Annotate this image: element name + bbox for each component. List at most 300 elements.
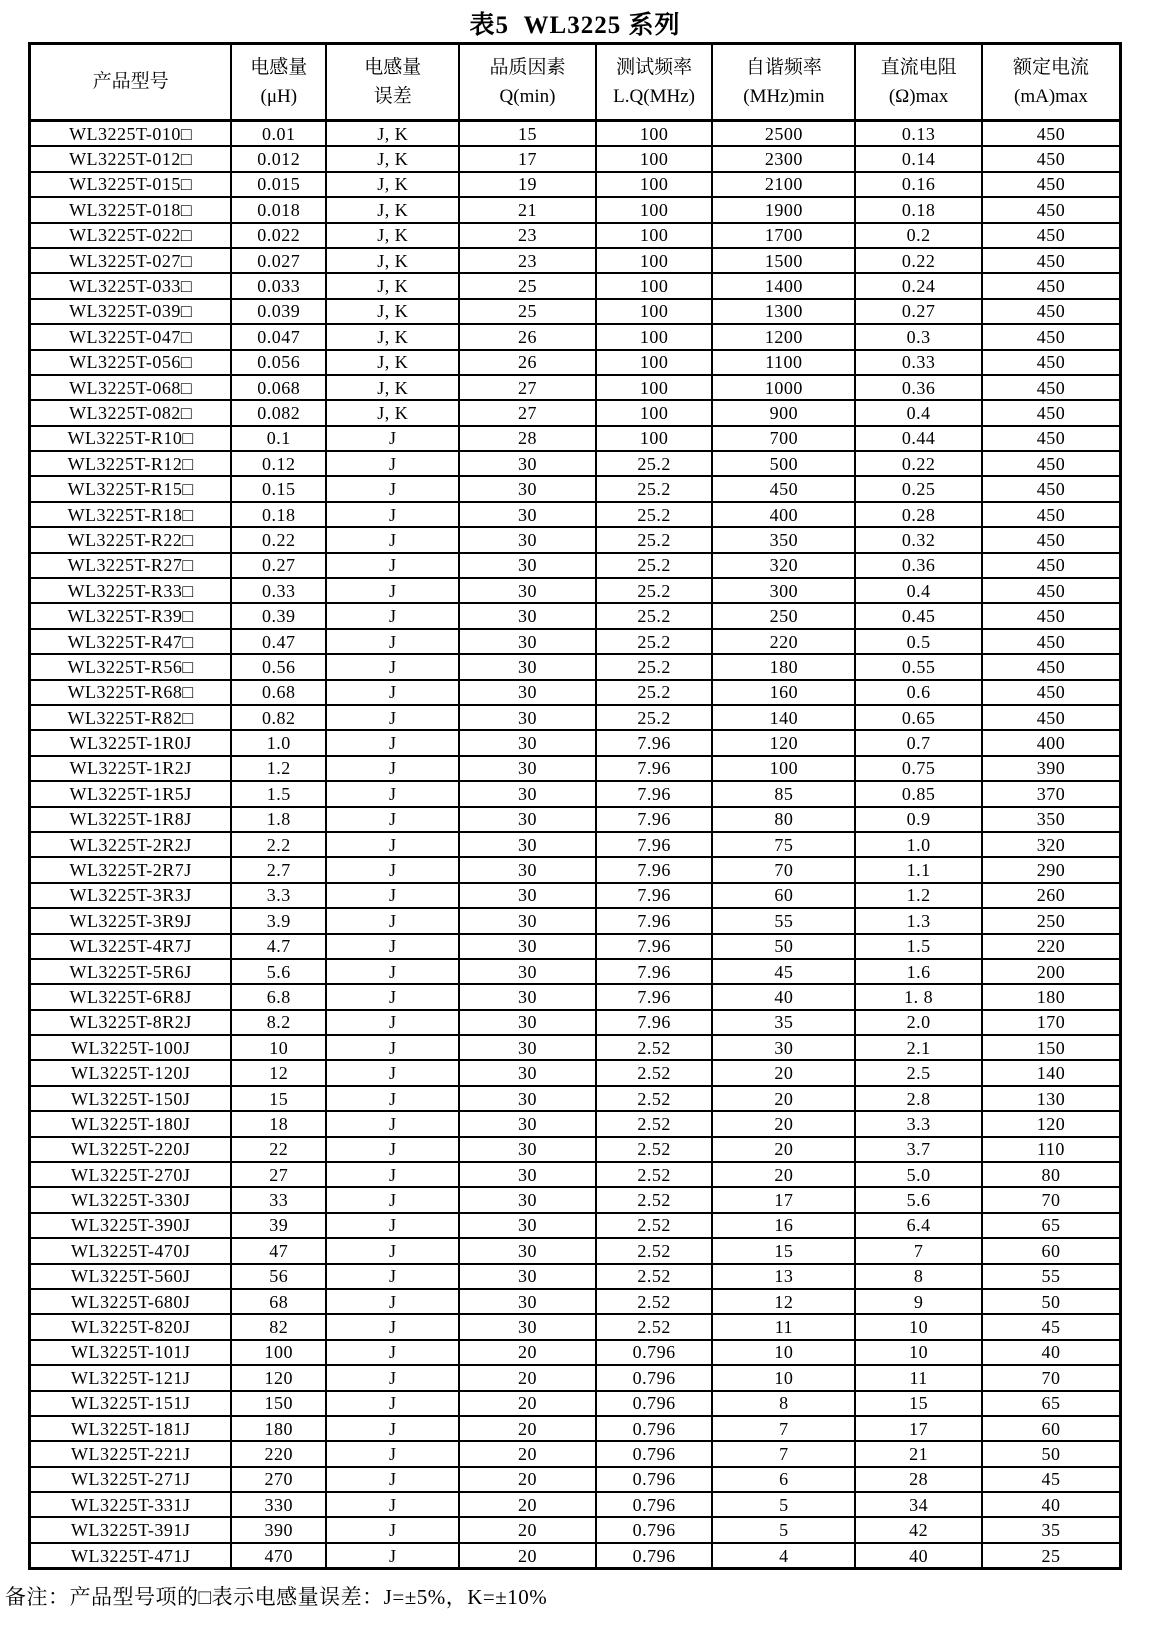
cell-test_freq: 25.2	[596, 629, 713, 654]
cell-tolerance: J	[326, 502, 459, 527]
cell-model: WL3225T-R82□	[30, 705, 232, 730]
table-body	[30, 121, 1121, 1569]
cell-tolerance: J	[326, 832, 459, 857]
cell-q_min: 30	[459, 1111, 595, 1136]
table-row	[30, 350, 1121, 375]
cell-test_freq: 0.796	[596, 1467, 713, 1492]
cell-q_min: 30	[459, 1162, 595, 1187]
cell-inductance: 0.022	[231, 223, 326, 248]
page-title: 表5 WL3225 系列	[469, 12, 681, 39]
cell-test_freq: 100	[596, 248, 713, 273]
cell-tolerance: J	[326, 1137, 459, 1162]
cell-tolerance: J	[326, 857, 459, 882]
cell-rated_current: 390	[982, 756, 1121, 781]
cell-q_min: 30	[459, 984, 595, 1009]
col-header-srf-line1: 自谐频率	[745, 56, 822, 78]
cell-q_min: 30	[459, 832, 595, 857]
cell-dcr: 42	[855, 1517, 982, 1542]
cell-q_min: 30	[459, 705, 595, 730]
cell-inductance: 2.7	[231, 857, 326, 882]
cell-test_freq: 100	[596, 197, 713, 222]
cell-rated_current: 35	[982, 1517, 1121, 1542]
cell-q_min: 30	[459, 1035, 595, 1060]
cell-dcr: 10	[855, 1340, 982, 1365]
table-row	[30, 1314, 1121, 1339]
cell-q_min: 30	[459, 908, 595, 933]
spec-table	[28, 42, 1122, 1570]
cell-dcr: 2.5	[855, 1060, 982, 1085]
cell-test_freq: 7.96	[596, 857, 713, 882]
cell-model: WL3225T-R18□	[30, 502, 232, 527]
cell-model: WL3225T-820J	[30, 1314, 232, 1339]
cell-test_freq: 7.96	[596, 730, 713, 755]
cell-tolerance: J	[326, 1238, 459, 1263]
table-row	[30, 1010, 1121, 1035]
cell-rated_current: 450	[982, 121, 1121, 147]
table-row	[30, 1035, 1121, 1060]
cell-inductance: 0.56	[231, 654, 326, 679]
cell-dcr: 0.14	[855, 146, 982, 171]
cell-dcr: 0.2	[855, 223, 982, 248]
cell-test_freq: 2.52	[596, 1060, 713, 1085]
table-row	[30, 451, 1121, 476]
cell-srf: 17	[712, 1187, 855, 1212]
cell-model: WL3225T-470J	[30, 1238, 232, 1263]
cell-inductance: 100	[231, 1340, 326, 1365]
cell-q_min: 30	[459, 603, 595, 628]
cell-model: WL3225T-151J	[30, 1391, 232, 1416]
cell-dcr: 0.27	[855, 299, 982, 324]
cell-rated_current: 450	[982, 350, 1121, 375]
cell-dcr: 0.22	[855, 451, 982, 476]
cell-dcr: 8	[855, 1264, 982, 1289]
cell-tolerance: J	[326, 984, 459, 1009]
cell-dcr: 0.28	[855, 502, 982, 527]
cell-dcr: 1.6	[855, 959, 982, 984]
cell-srf: 20	[712, 1060, 855, 1085]
cell-inductance: 1.8	[231, 807, 326, 832]
cell-inductance: 0.056	[231, 350, 326, 375]
cell-rated_current: 140	[982, 1060, 1121, 1085]
cell-tolerance: J	[326, 1492, 459, 1517]
table-row	[30, 121, 1121, 147]
cell-model: WL3225T-120J	[30, 1060, 232, 1085]
cell-test_freq: 25.2	[596, 654, 713, 679]
cell-inductance: 150	[231, 1391, 326, 1416]
cell-srf: 220	[712, 629, 855, 654]
cell-srf: 400	[712, 502, 855, 527]
cell-test_freq: 2.52	[596, 1111, 713, 1136]
cell-test_freq: 100	[596, 121, 713, 147]
cell-model: WL3225T-022□	[30, 223, 232, 248]
cell-test_freq: 100	[596, 172, 713, 197]
cell-inductance: 1.0	[231, 730, 326, 755]
col-header-srf-line2: (MHz)min	[743, 86, 825, 107]
cell-inductance: 1.5	[231, 781, 326, 806]
cell-tolerance: J	[326, 908, 459, 933]
cell-dcr: 0.18	[855, 197, 982, 222]
cell-tolerance: J	[326, 1543, 459, 1569]
col-header-q-min	[459, 44, 595, 121]
col-header-inductance-line2: (μH)	[260, 86, 298, 107]
cell-inductance: 39	[231, 1213, 326, 1238]
cell-tolerance: J	[326, 1517, 459, 1542]
cell-tolerance: J, K	[326, 146, 459, 171]
table-row	[30, 299, 1121, 324]
cell-srf: 35	[712, 1010, 855, 1035]
cell-srf: 70	[712, 857, 855, 882]
cell-rated_current: 450	[982, 527, 1121, 552]
cell-inductance: 3.9	[231, 908, 326, 933]
cell-rated_current: 450	[982, 197, 1121, 222]
cell-dcr: 21	[855, 1441, 982, 1466]
table-row	[30, 1162, 1121, 1187]
cell-inductance: 27	[231, 1162, 326, 1187]
cell-tolerance: J	[326, 730, 459, 755]
table-row	[30, 934, 1121, 959]
cell-dcr: 15	[855, 1391, 982, 1416]
cell-srf: 20	[712, 1137, 855, 1162]
cell-test_freq: 2.52	[596, 1137, 713, 1162]
cell-q_min: 20	[459, 1492, 595, 1517]
cell-srf: 2100	[712, 172, 855, 197]
cell-inductance: 0.082	[231, 400, 326, 425]
cell-tolerance: J	[326, 959, 459, 984]
cell-tolerance: J	[326, 1289, 459, 1314]
cell-srf: 1200	[712, 324, 855, 349]
cell-model: WL3225T-391J	[30, 1517, 232, 1542]
cell-srf: 40	[712, 984, 855, 1009]
cell-test_freq: 0.796	[596, 1517, 713, 1542]
cell-dcr: 0.6	[855, 680, 982, 705]
cell-inductance: 220	[231, 1441, 326, 1466]
cell-dcr: 0.13	[855, 121, 982, 147]
cell-tolerance: J	[326, 1264, 459, 1289]
cell-inductance: 120	[231, 1365, 326, 1390]
cell-srf: 7	[712, 1441, 855, 1466]
cell-rated_current: 320	[982, 832, 1121, 857]
cell-q_min: 30	[459, 1289, 595, 1314]
cell-rated_current: 350	[982, 807, 1121, 832]
col-header-dcr-line1: 直流电阻	[880, 56, 957, 78]
cell-srf: 15	[712, 1238, 855, 1263]
cell-q_min: 20	[459, 1416, 595, 1441]
cell-dcr: 1.2	[855, 883, 982, 908]
cell-model: WL3225T-330J	[30, 1187, 232, 1212]
cell-rated_current: 55	[982, 1264, 1121, 1289]
cell-rated_current: 450	[982, 400, 1121, 425]
cell-tolerance: J, K	[326, 299, 459, 324]
cell-dcr: 0.16	[855, 172, 982, 197]
col-header-inductance-line1: 电感量	[250, 56, 308, 78]
cell-q_min: 30	[459, 857, 595, 882]
cell-model: WL3225T-5R6J	[30, 959, 232, 984]
cell-q_min: 19	[459, 172, 595, 197]
cell-srf: 1700	[712, 223, 855, 248]
cell-tolerance: J	[326, 1060, 459, 1085]
cell-dcr: 34	[855, 1492, 982, 1517]
cell-test_freq: 7.96	[596, 756, 713, 781]
cell-model: WL3225T-181J	[30, 1416, 232, 1441]
cell-srf: 13	[712, 1264, 855, 1289]
cell-model: WL3225T-1R5J	[30, 781, 232, 806]
cell-dcr: 0.4	[855, 400, 982, 425]
cell-rated_current: 70	[982, 1365, 1121, 1390]
cell-rated_current: 80	[982, 1162, 1121, 1187]
cell-q_min: 25	[459, 273, 595, 298]
cell-test_freq: 25.2	[596, 553, 713, 578]
cell-q_min: 27	[459, 375, 595, 400]
cell-rated_current: 400	[982, 730, 1121, 755]
cell-inductance: 18	[231, 1111, 326, 1136]
cell-model: WL3225T-220J	[30, 1137, 232, 1162]
cell-q_min: 20	[459, 1365, 595, 1390]
cell-test_freq: 2.52	[596, 1264, 713, 1289]
cell-tolerance: J	[326, 553, 459, 578]
cell-model: WL3225T-R39□	[30, 603, 232, 628]
cell-test_freq: 25.2	[596, 451, 713, 476]
cell-model: WL3225T-1R8J	[30, 807, 232, 832]
col-header-dcr-line2: (Ω)max	[888, 86, 949, 107]
cell-inductance: 0.22	[231, 527, 326, 552]
cell-inductance: 0.01	[231, 121, 326, 147]
cell-model: WL3225T-018□	[30, 197, 232, 222]
cell-rated_current: 70	[982, 1187, 1121, 1212]
cell-model: WL3225T-150J	[30, 1086, 232, 1111]
cell-dcr: 1.0	[855, 832, 982, 857]
cell-inductance: 56	[231, 1264, 326, 1289]
cell-dcr: 3.7	[855, 1137, 982, 1162]
cell-inductance: 0.33	[231, 578, 326, 603]
table-row	[30, 1264, 1121, 1289]
cell-srf: 100	[712, 756, 855, 781]
cell-tolerance: J	[326, 578, 459, 603]
cell-rated_current: 450	[982, 248, 1121, 273]
cell-rated_current: 40	[982, 1492, 1121, 1517]
cell-dcr: 10	[855, 1314, 982, 1339]
table-row	[30, 984, 1121, 1009]
cell-model: WL3225T-R27□	[30, 553, 232, 578]
cell-inductance: 10	[231, 1035, 326, 1060]
cell-q_min: 28	[459, 426, 595, 451]
cell-test_freq: 0.796	[596, 1441, 713, 1466]
table-row	[30, 1213, 1121, 1238]
cell-dcr: 0.32	[855, 527, 982, 552]
cell-dcr: 0.5	[855, 629, 982, 654]
cell-dcr: 0.9	[855, 807, 982, 832]
cell-dcr: 1. 8	[855, 984, 982, 1009]
cell-model: WL3225T-012□	[30, 146, 232, 171]
cell-test_freq: 7.96	[596, 1010, 713, 1035]
cell-q_min: 20	[459, 1391, 595, 1416]
cell-test_freq: 100	[596, 375, 713, 400]
cell-q_min: 23	[459, 223, 595, 248]
cell-rated_current: 290	[982, 857, 1121, 882]
cell-q_min: 30	[459, 1187, 595, 1212]
cell-inductance: 0.018	[231, 197, 326, 222]
cell-rated_current: 450	[982, 426, 1121, 451]
cell-srf: 11	[712, 1314, 855, 1339]
cell-q_min: 30	[459, 1238, 595, 1263]
cell-dcr: 1.1	[855, 857, 982, 882]
cell-model: WL3225T-121J	[30, 1365, 232, 1390]
table-row	[30, 426, 1121, 451]
cell-srf: 20	[712, 1111, 855, 1136]
table-row	[30, 146, 1121, 171]
col-header-model	[30, 44, 232, 121]
cell-tolerance: J	[326, 1187, 459, 1212]
cell-inductance: 0.39	[231, 603, 326, 628]
cell-q_min: 30	[459, 1213, 595, 1238]
cell-inductance: 0.033	[231, 273, 326, 298]
cell-test_freq: 100	[596, 223, 713, 248]
table-row	[30, 1365, 1121, 1390]
cell-rated_current: 200	[982, 959, 1121, 984]
cell-test_freq: 100	[596, 426, 713, 451]
cell-tolerance: J	[326, 527, 459, 552]
cell-dcr: 1.3	[855, 908, 982, 933]
cell-tolerance: J, K	[326, 400, 459, 425]
table-row	[30, 324, 1121, 349]
cell-tolerance: J	[326, 1086, 459, 1111]
cell-srf: 60	[712, 883, 855, 908]
cell-q_min: 20	[459, 1340, 595, 1365]
cell-model: WL3225T-039□	[30, 299, 232, 324]
table-row	[30, 248, 1121, 273]
cell-inductance: 270	[231, 1467, 326, 1492]
cell-test_freq: 25.2	[596, 476, 713, 501]
cell-inductance: 390	[231, 1517, 326, 1542]
cell-srf: 300	[712, 578, 855, 603]
cell-srf: 5	[712, 1492, 855, 1517]
cell-rated_current: 130	[982, 1086, 1121, 1111]
cell-srf: 10	[712, 1365, 855, 1390]
cell-test_freq: 25.2	[596, 603, 713, 628]
cell-rated_current: 450	[982, 146, 1121, 171]
cell-rated_current: 450	[982, 705, 1121, 730]
cell-test_freq: 25.2	[596, 680, 713, 705]
cell-tolerance: J	[326, 705, 459, 730]
cell-srf: 900	[712, 400, 855, 425]
cell-test_freq: 0.796	[596, 1416, 713, 1441]
cell-srf: 1400	[712, 273, 855, 298]
cell-srf: 1500	[712, 248, 855, 273]
cell-srf: 2300	[712, 146, 855, 171]
cell-rated_current: 370	[982, 781, 1121, 806]
cell-tolerance: J	[326, 756, 459, 781]
cell-srf: 450	[712, 476, 855, 501]
cell-inductance: 47	[231, 1238, 326, 1263]
table-row	[30, 172, 1121, 197]
cell-tolerance: J	[326, 1441, 459, 1466]
cell-srf: 4	[712, 1543, 855, 1569]
cell-dcr: 0.65	[855, 705, 982, 730]
cell-q_min: 30	[459, 502, 595, 527]
cell-test_freq: 7.96	[596, 959, 713, 984]
cell-q_min: 30	[459, 730, 595, 755]
cell-dcr: 0.3	[855, 324, 982, 349]
cell-tolerance: J	[326, 1365, 459, 1390]
cell-model: WL3225T-101J	[30, 1340, 232, 1365]
cell-model: WL3225T-R33□	[30, 578, 232, 603]
cell-rated_current: 150	[982, 1035, 1121, 1060]
cell-tolerance: J	[326, 1035, 459, 1060]
col-header-rated-current	[982, 44, 1121, 121]
cell-q_min: 30	[459, 553, 595, 578]
cell-srf: 16	[712, 1213, 855, 1238]
footnote: 备注：产品型号项的□表示电感量误差：J=±5%，K=±10%	[5, 1585, 548, 1609]
cell-srf: 700	[712, 426, 855, 451]
cell-test_freq: 2.52	[596, 1314, 713, 1339]
cell-model: WL3225T-R56□	[30, 654, 232, 679]
cell-inductance: 0.12	[231, 451, 326, 476]
cell-inductance: 0.039	[231, 299, 326, 324]
cell-q_min: 25	[459, 299, 595, 324]
col-header-rated-current-line2: (mA)max	[1014, 86, 1088, 107]
cell-model: WL3225T-271J	[30, 1467, 232, 1492]
table-row	[30, 680, 1121, 705]
cell-dcr: 28	[855, 1467, 982, 1492]
cell-model: WL3225T-221J	[30, 1441, 232, 1466]
cell-dcr: 1.5	[855, 934, 982, 959]
cell-inductance: 22	[231, 1137, 326, 1162]
col-header-test-freq-line2: L.Q(MHz)	[613, 86, 695, 107]
cell-srf: 30	[712, 1035, 855, 1060]
cell-srf: 250	[712, 603, 855, 628]
cell-tolerance: J	[326, 934, 459, 959]
cell-model: WL3225T-8R2J	[30, 1010, 232, 1035]
cell-q_min: 30	[459, 934, 595, 959]
cell-q_min: 15	[459, 121, 595, 147]
cell-test_freq: 100	[596, 350, 713, 375]
col-header-tolerance-line1: 电感量	[364, 56, 422, 78]
cell-test_freq: 0.796	[596, 1365, 713, 1390]
cell-tolerance: J	[326, 451, 459, 476]
table-row	[30, 1086, 1121, 1111]
cell-inductance: 82	[231, 1314, 326, 1339]
cell-inductance: 1.2	[231, 756, 326, 781]
cell-srf: 120	[712, 730, 855, 755]
cell-test_freq: 0.796	[596, 1340, 713, 1365]
cell-rated_current: 260	[982, 883, 1121, 908]
cell-model: WL3225T-R10□	[30, 426, 232, 451]
cell-rated_current: 120	[982, 1111, 1121, 1136]
cell-tolerance: J	[326, 1162, 459, 1187]
cell-dcr: 40	[855, 1543, 982, 1569]
cell-dcr: 5.0	[855, 1162, 982, 1187]
cell-test_freq: 2.52	[596, 1289, 713, 1314]
cell-tolerance: J	[326, 1111, 459, 1136]
cell-tolerance: J	[326, 1391, 459, 1416]
header-row	[30, 44, 1121, 121]
cell-test_freq: 2.52	[596, 1086, 713, 1111]
cell-srf: 1100	[712, 350, 855, 375]
table-row	[30, 1060, 1121, 1085]
cell-tolerance: J	[326, 781, 459, 806]
table-row	[30, 223, 1121, 248]
cell-q_min: 30	[459, 1086, 595, 1111]
cell-model: WL3225T-471J	[30, 1543, 232, 1569]
cell-q_min: 20	[459, 1441, 595, 1466]
cell-q_min: 30	[459, 680, 595, 705]
cell-q_min: 30	[459, 807, 595, 832]
cell-rated_current: 65	[982, 1213, 1121, 1238]
cell-inductance: 0.47	[231, 629, 326, 654]
col-header-tolerance-line2: 误差	[373, 86, 412, 107]
table-row	[30, 502, 1121, 527]
cell-q_min: 30	[459, 1137, 595, 1162]
cell-dcr: 17	[855, 1416, 982, 1441]
